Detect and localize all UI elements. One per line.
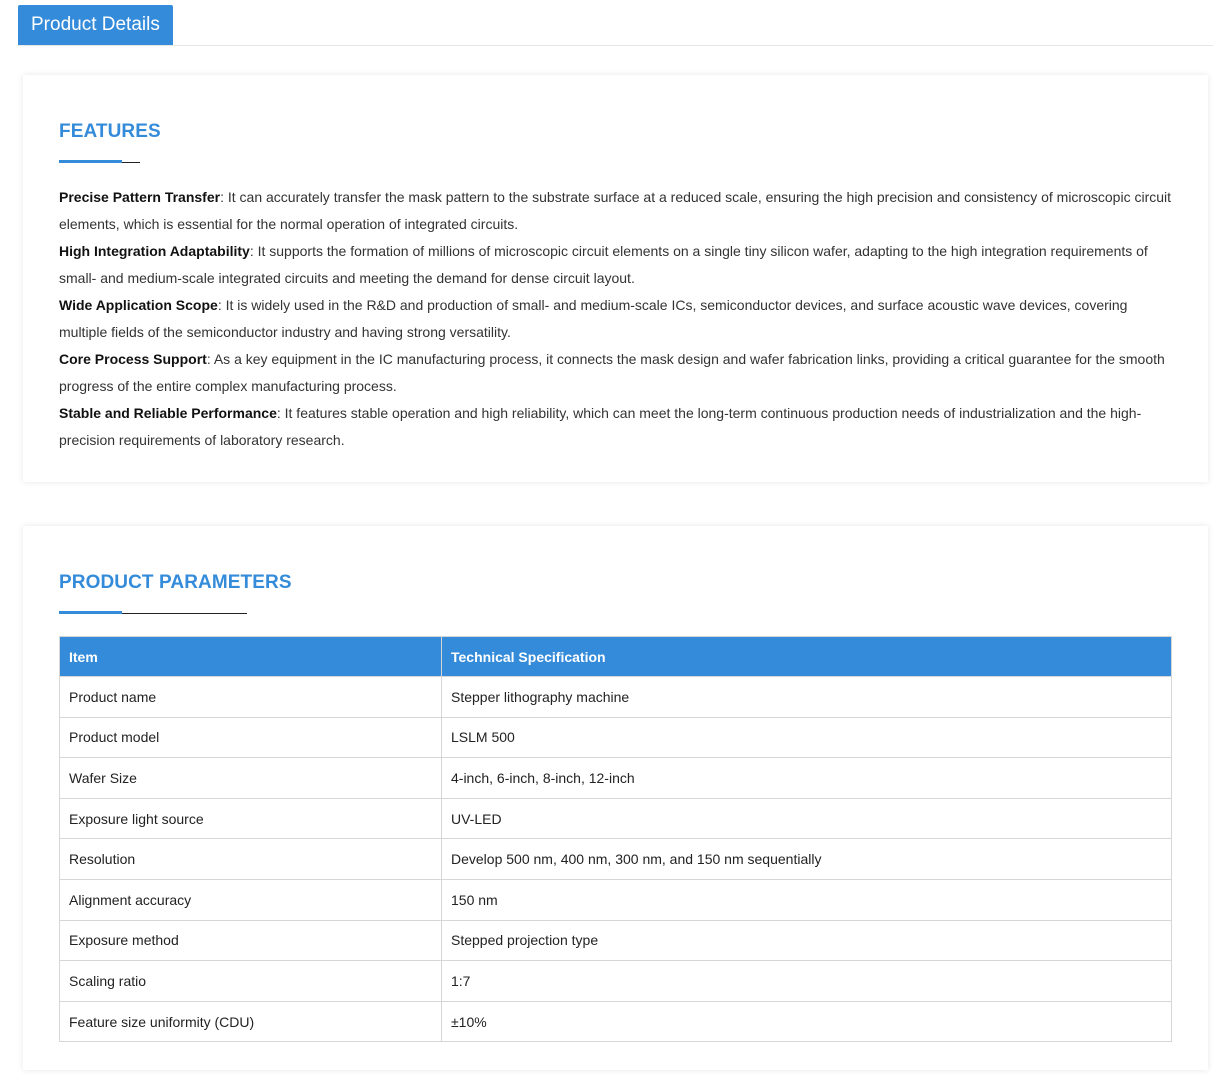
param-item: Alignment accuracy <box>60 879 442 920</box>
param-value: 4-inch, 6-inch, 8-inch, 12-inch <box>442 758 1172 799</box>
parameters-title-underline <box>59 611 247 614</box>
param-item: Feature size uniformity (CDU) <box>60 1001 442 1042</box>
param-value: Stepper lithography machine <box>442 677 1172 718</box>
feature-name: Wide Application Scope <box>59 297 218 313</box>
table-row <box>60 879 1172 920</box>
parameters-table <box>59 636 1172 1042</box>
table-row <box>60 920 1172 961</box>
feature-text: : It features stable operation and high reliability, which can meet the long-term continuous production needs of industrialization and the high-precision requirements of laboratory research. <box>59 405 1142 448</box>
tab-product-details[interactable]: Product Details <box>18 5 173 45</box>
param-value: Stepped projection type <box>442 920 1172 961</box>
parameters-title: PRODUCT PARAMETERS <box>59 572 292 593</box>
features-list <box>59 184 1174 454</box>
feature-name: Stable and Reliable Performance <box>59 405 277 421</box>
feature-text: : It supports the formation of millions of microscopic circuit elements on a single tiny silicon wafer, adapting to the high integration requirements of small- and medium-scale integrated circuits and meeting the demand for dense circuit layout. <box>59 243 1148 286</box>
feature-name: Core Process Support <box>59 351 207 367</box>
features-card <box>23 75 1208 482</box>
table-row <box>60 1001 1172 1042</box>
features-title-underline <box>59 160 140 163</box>
feature-item <box>59 400 1174 454</box>
table-row <box>60 717 1172 758</box>
table-row <box>60 798 1172 839</box>
table-row <box>60 839 1172 880</box>
table-header-row <box>60 637 1172 677</box>
tab-bar <box>18 5 1213 46</box>
param-item: Resolution <box>60 839 442 880</box>
param-item: Wafer Size <box>60 758 442 799</box>
param-item: Product model <box>60 717 442 758</box>
feature-text: : It is widely used in the R&D and production of small- and medium-scale ICs, semiconductor devices, and surface acoustic wave devices, covering multiple fields of the semiconductor industry and having strong versatility. <box>59 297 1128 340</box>
feature-item <box>59 238 1174 292</box>
param-value: ±10% <box>442 1001 1172 1042</box>
feature-text: : As a key equipment in the IC manufacturing process, it connects the mask design and wafer fabrication links, providing a critical guarantee for the smooth progress of the entire complex manufacturing process. <box>59 351 1165 394</box>
feature-item <box>59 292 1174 346</box>
feature-item <box>59 184 1174 238</box>
param-value: 150 nm <box>442 879 1172 920</box>
features-title: FEATURES <box>59 121 161 142</box>
param-value: LSLM 500 <box>442 717 1172 758</box>
param-value: UV-LED <box>442 798 1172 839</box>
table-row <box>60 758 1172 799</box>
feature-item <box>59 346 1174 400</box>
feature-name: Precise Pattern Transfer <box>59 189 221 205</box>
param-item: Exposure light source <box>60 798 442 839</box>
parameters-card <box>23 526 1208 1070</box>
table-row <box>60 677 1172 718</box>
param-item: Exposure method <box>60 920 442 961</box>
param-value: Develop 500 nm, 400 nm, 300 nm, and 150 nm sequentially <box>442 839 1172 880</box>
param-item: Scaling ratio <box>60 961 442 1002</box>
param-value: 1:7 <box>442 961 1172 1002</box>
header-item: Item <box>60 637 442 677</box>
feature-text: : It can accurately transfer the mask pattern to the substrate surface at a reduced scale, ensuring the high precision and consistency of microscopic circuit elements, which is essential for the normal operation of integrated circuits. <box>59 189 1172 232</box>
table-row <box>60 961 1172 1002</box>
param-item: Product name <box>60 677 442 718</box>
header-technical-specification: Technical Specification <box>442 637 1172 677</box>
feature-name: High Integration Adaptability <box>59 243 250 259</box>
